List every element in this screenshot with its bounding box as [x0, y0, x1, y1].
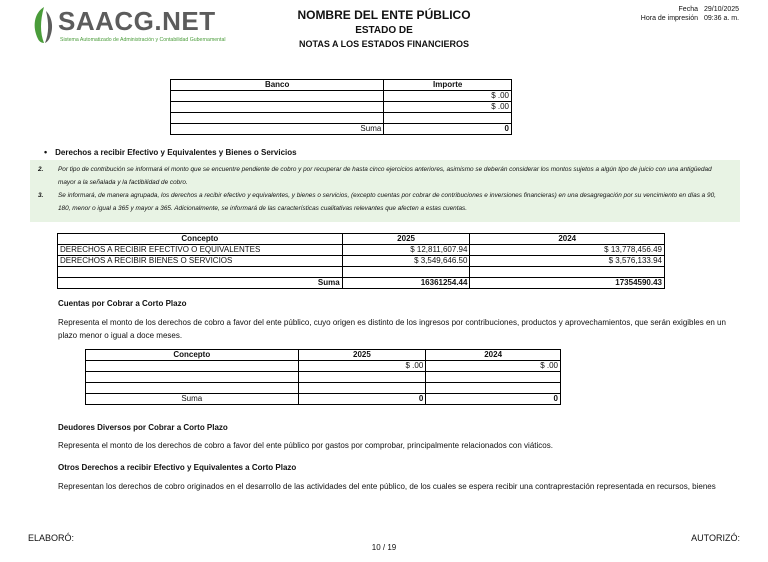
cell-2024: $ 3,576,133.94: [470, 256, 665, 267]
cell-concepto: [86, 361, 299, 372]
table-sum-row: [58, 278, 665, 289]
elaboro-label: ELABORÓ:: [28, 533, 75, 543]
table-sum-row: [171, 124, 512, 135]
table-header-row: [58, 234, 665, 245]
cell-concepto: [58, 267, 343, 278]
cell-banco: [171, 113, 384, 124]
section-paragraph-cxc: Representa el monto de los derechos de cobro a favor del ente público, cuyo origen es distinto de los ingresos por contribuciones, productos y aprovechamientos, que serán exigibles en un plazo menor o igual a doce meses.: [58, 318, 726, 340]
print-meta: [628, 5, 740, 23]
cell-importe: [384, 113, 512, 124]
notes-box: [30, 160, 740, 222]
section-heading-deudores: Deudores Diversos por Cobrar a Corto Plazo: [58, 423, 228, 432]
col-importe: Importe: [384, 80, 512, 91]
cell-2025: [298, 372, 426, 383]
note-3: [38, 189, 728, 215]
cell-2025: [342, 267, 470, 278]
fecha-value: 29/10/2025: [704, 6, 740, 13]
table-row: [171, 91, 512, 102]
logo-name: SAACG.NET: [58, 6, 216, 36]
cell-2024: [426, 383, 561, 394]
cell-2025: $ 12,811,607.94: [342, 245, 470, 256]
sum-label: Suma: [58, 278, 343, 289]
section-paragraph-deudores: Representa el monto de los derechos de cobro a favor del ente público por gastos por comprobar, principalmente relacionados con viáticos.: [58, 441, 553, 450]
sum-2025: 16361254.44: [342, 278, 470, 289]
cell-2024: $ 13,778,456.49: [470, 245, 665, 256]
section-heading-derechos: • Derechos a recibir Efectivo y Equivalentes y Bienes o Servicios: [44, 147, 297, 157]
cell-2024: $ .00: [426, 361, 561, 372]
col-2025: 2025: [342, 234, 470, 245]
section-paragraph-otros: Representan los derechos de cobro originados en el desarrollo de las actividades del ente público, de los cuales se espera recibir una contraprestación representada en recursos, bienes: [58, 482, 716, 491]
fecha-label: Fecha: [678, 6, 698, 13]
cell-banco: [171, 102, 384, 113]
sum-2024: 0: [426, 394, 561, 405]
cell-concepto: [86, 372, 299, 383]
table-row: [58, 245, 665, 256]
col-banco: Banco: [171, 80, 384, 91]
autorizo-label: AUTORIZÓ:: [691, 533, 740, 543]
cell-2024: [426, 372, 561, 383]
page-subsubtitle: NOTAS A LOS ESTADOS FINANCIEROS: [298, 39, 469, 49]
table-row: [58, 267, 665, 278]
col-2024: 2024: [426, 350, 561, 361]
note-text: Por tipo de contribución se informará el monto que se encuentre pendiente de cobro y por recuperar de hasta cinco ejercicios anteriores, asimismo se deberán considerar los montos sujetos a algún tipo de juicio con una antigüedad mayor a la señalada y la factibilidad de cobro.: [58, 166, 712, 186]
col-2025: 2025: [298, 350, 426, 361]
sum-2024: 17354590.43: [470, 278, 665, 289]
sum-2025: 0: [298, 394, 426, 405]
cxc-table: [85, 349, 561, 405]
note-text: Se informará, de manera agrupada, los derechos a recibir efectivo y equivalentes, y bienes o servicios, (excepto cuentas por cobrar de contribuciones e inversiones financieras) en una desagregación por su vencimiento en días a 90, 180, menor o igual a 365 y mayor a 365. Adicionalmente, se informará de las características cualitativas relevantes que afecten a estas cuentas.: [58, 192, 716, 212]
table-row: [58, 256, 665, 267]
table-header-row: [171, 80, 512, 91]
cell-importe: $ .00: [384, 91, 512, 102]
table-header-row: [86, 350, 561, 361]
table-row: [86, 383, 561, 394]
hora-label: Hora de impresión: [640, 15, 698, 22]
cell-2025: [298, 383, 426, 394]
table-row: [86, 372, 561, 383]
cell-concepto: DERECHOS A RECIBIR EFECTIVO O EQUIVALENTES: [58, 245, 343, 256]
bank-table: [170, 79, 512, 135]
note-2: [38, 163, 728, 189]
cell-banco: [171, 91, 384, 102]
cell-2024: [470, 267, 665, 278]
sum-value: 0: [384, 124, 512, 135]
sum-label: Suma: [171, 124, 384, 135]
page-title: NOMBRE DEL ENTE PÚBLICO: [297, 8, 471, 22]
table-row: [171, 102, 512, 113]
cell-concepto: [86, 383, 299, 394]
hora-value: 09:36 a. m.: [704, 15, 740, 22]
section-heading-cxc: Cuentas por Cobrar a Corto Plazo: [58, 299, 187, 308]
cell-importe: $ .00: [384, 102, 512, 113]
table-row: [171, 113, 512, 124]
table-sum-row: [86, 394, 561, 405]
col-2024: 2024: [470, 234, 665, 245]
page-number: 10 / 19: [371, 543, 397, 552]
table-row: [86, 361, 561, 372]
concept-table: [57, 233, 665, 289]
cell-concepto: DERECHOS A RECIBIR BIENES O SERVICIOS: [58, 256, 343, 267]
section-heading-otros: Otros Derechos a recibir Efectivo y Equivalentes a Corto Plazo: [58, 463, 297, 472]
sum-label: Suma: [86, 394, 299, 405]
cell-2025: $ 3,549,646.50: [342, 256, 470, 267]
col-concepto: Concepto: [58, 234, 343, 245]
col-concepto: Concepto: [86, 350, 299, 361]
cell-2025: $ .00: [298, 361, 426, 372]
logo-subtitle: Sistema Automatizado de Administración y Contabilidad Gubernamental: [60, 37, 226, 43]
note-number: 3.: [38, 192, 44, 199]
page-subtitle: ESTADO DE: [355, 25, 413, 36]
note-number: 2.: [38, 166, 44, 173]
